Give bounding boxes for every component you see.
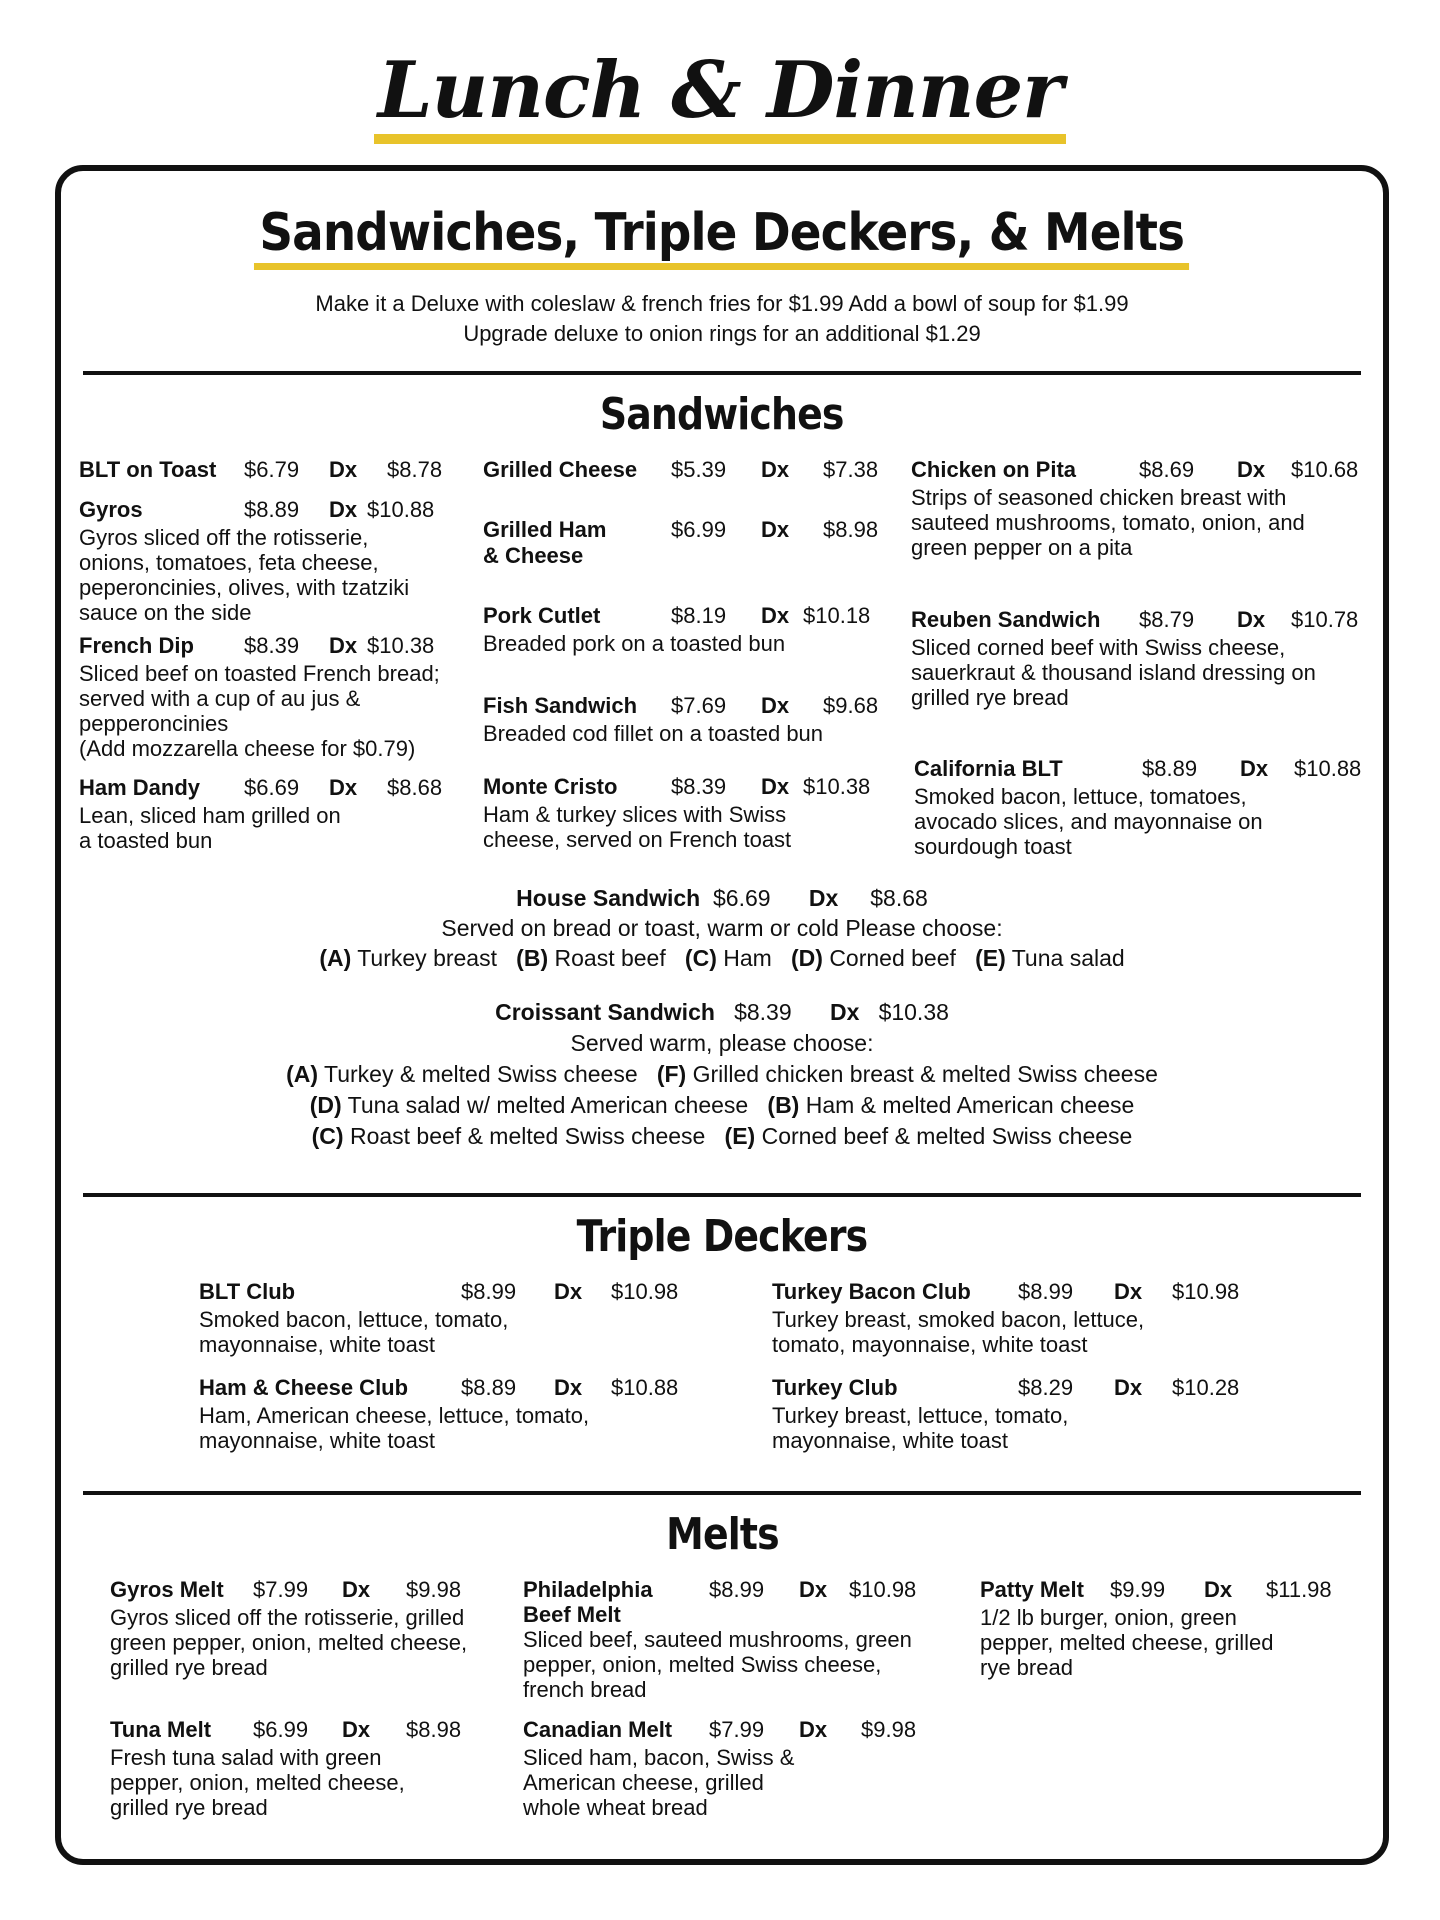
- item-description: Ham & turkey slices with Swiss cheese, served on French toast: [483, 802, 792, 852]
- menu-item: [483, 457, 879, 485]
- dx-label: Dx: [329, 775, 358, 800]
- item-name: Philadelphia: [523, 1577, 653, 1602]
- item-description: Breaded pork on a toasted bun: [483, 631, 786, 656]
- menu-item: [523, 1577, 943, 1702]
- menu-item: [911, 457, 1359, 560]
- triple-deckers-heading: Triple Deckers: [576, 1211, 868, 1262]
- item-dx-price: $9.98: [406, 1577, 462, 1602]
- item-price: $8.99: [461, 1279, 517, 1304]
- item-description: Smoked bacon, lettuce, tomato, mayonnaise, white toast: [199, 1307, 509, 1357]
- option-label: Tuna salad w/ melted American cheese: [347, 1092, 749, 1118]
- menu-item: [980, 1577, 1360, 1680]
- item-price: $8.89: [1142, 756, 1198, 781]
- divider: [83, 1193, 1361, 1197]
- item-description: Turkey breast, smoked bacon, lettuce, tomato, mayonnaise, white toast: [772, 1307, 1145, 1357]
- dx-label: Dx: [1114, 1375, 1143, 1400]
- menu-item: [483, 517, 879, 568]
- option-label: Tuna salad: [1011, 945, 1125, 971]
- item-description: 1/2 lb burger, onion, green pepper, melted cheese, grilled rye bread: [980, 1605, 1274, 1680]
- item-price: $8.39: [734, 999, 792, 1025]
- dx-label: Dx: [342, 1577, 371, 1602]
- menu-item: [772, 1279, 1292, 1357]
- item-name: Patty Melt: [980, 1577, 1084, 1602]
- dx-label: Dx: [329, 497, 358, 522]
- item-price: $8.39: [671, 774, 727, 799]
- option-label: Corned beef & melted Swiss cheese: [761, 1123, 1133, 1149]
- croissant-sandwich: [61, 997, 1383, 1152]
- option-key: (F): [656, 1061, 687, 1087]
- item-name: Grilled Cheese: [483, 457, 638, 482]
- item-dx-price: $10.88: [367, 497, 435, 522]
- item-description: Gyros sliced off the rotisserie, onions, tomatoes, feta cheese, peperoncinies, olives, with tzatziki sauce on the side: [79, 525, 410, 625]
- item-dx-price: $11.98: [1266, 1577, 1332, 1602]
- item-dx-price: $10.98: [611, 1279, 679, 1304]
- dx-label: Dx: [761, 693, 790, 718]
- dx-label: Dx: [1237, 457, 1266, 482]
- item-dx-price: $7.38: [823, 457, 879, 482]
- menu-item: [79, 633, 459, 761]
- item-description: Sliced beef on toasted French bread; served with a cup of au jus & pepperoncinies: [79, 661, 440, 736]
- item-dx-price: $8.78: [387, 457, 443, 482]
- menu-item: [110, 1577, 490, 1680]
- item-name: Croissant Sandwich: [495, 999, 715, 1025]
- menu-item: [79, 497, 449, 625]
- option-label: Corned beef: [829, 945, 956, 971]
- item-name: Turkey Bacon Club: [772, 1279, 971, 1304]
- item-dx-price: $9.68: [823, 693, 879, 718]
- item-price: $8.29: [1018, 1375, 1074, 1400]
- item-name: Ham & Cheese Club: [199, 1375, 409, 1400]
- item-description: Sliced corned beef with Swiss cheese, sauerkraut & thousand island dressing on grilled rye bread: [911, 635, 1316, 710]
- item-dx-price: $10.88: [611, 1375, 679, 1400]
- option-key: (D): [790, 945, 823, 971]
- option-key: (B): [516, 945, 549, 971]
- option-label: Ham: [723, 945, 772, 971]
- item-price: $5.39: [671, 457, 727, 482]
- menu-item: [911, 607, 1359, 710]
- item-dx-price: $10.98: [849, 1577, 917, 1602]
- dx-label: Dx: [342, 1717, 371, 1742]
- item-dx-price: $10.98: [1172, 1279, 1240, 1304]
- item-price: $7.69: [671, 693, 727, 718]
- item-dx-price: $8.98: [823, 517, 879, 542]
- item-dx-price: $8.98: [406, 1717, 462, 1742]
- dx-label: Dx: [329, 457, 358, 482]
- option-label: Turkey & melted Swiss cheese: [324, 1061, 638, 1087]
- item-dx-price: $10.88: [1294, 756, 1362, 781]
- item-name: California BLT: [914, 756, 1063, 781]
- sandwiches-heading-wrap: [61, 389, 1383, 440]
- item-name: Tuna Melt: [110, 1717, 212, 1742]
- item-dx-price: $10.68: [1291, 457, 1359, 482]
- option-label: Roast beef & melted Swiss cheese: [349, 1123, 706, 1149]
- item-description: Turkey breast, lettuce, tomato, mayonnaise, white toast: [772, 1403, 1069, 1453]
- option-key: (B): [767, 1092, 800, 1118]
- croissant-options-row: [61, 1090, 1383, 1121]
- dx-label: Dx: [1240, 756, 1269, 781]
- item-name: House Sandwich: [516, 885, 701, 911]
- menu-item: [772, 1375, 1292, 1453]
- divider: [83, 371, 1361, 375]
- menu-item: [483, 693, 883, 746]
- item-name: Pork Cutlet: [483, 603, 601, 628]
- option-key: (A): [319, 945, 352, 971]
- menu-item: [199, 1375, 699, 1453]
- divider: [83, 1491, 1361, 1495]
- item-price: $8.19: [671, 603, 727, 628]
- item-dx-price: $10.28: [1172, 1375, 1240, 1400]
- item-dx-price: $10.78: [1291, 607, 1359, 632]
- item-name: BLT Club: [199, 1279, 296, 1304]
- item-name: Monte Cristo: [483, 774, 618, 799]
- item-price: $6.99: [671, 517, 727, 542]
- dx-label: Dx: [554, 1279, 583, 1304]
- option-key: (E): [724, 1123, 756, 1149]
- item-name: Reuben Sandwich: [911, 607, 1101, 632]
- dx-label: Dx: [799, 1577, 828, 1602]
- item-dx-price: $10.38: [878, 999, 949, 1025]
- item-price: $6.69: [713, 885, 771, 911]
- menu-item: [914, 756, 1362, 859]
- dx-label: Dx: [554, 1375, 583, 1400]
- menu-item: [79, 775, 449, 853]
- option-label: Grilled chicken breast & melted Swiss cheese: [692, 1061, 1158, 1087]
- item-name: Gyros Melt: [110, 1577, 224, 1602]
- option-label: Turkey breast: [357, 945, 497, 971]
- option-key: (E): [975, 945, 1006, 971]
- dx-label: Dx: [829, 999, 860, 1025]
- item-dx-price: $9.98: [861, 1717, 917, 1742]
- dx-label: Dx: [329, 633, 358, 658]
- croissant-options-row: [61, 1059, 1383, 1090]
- item-description: Ham, American cheese, lettuce, tomato, mayonnaise, white toast: [199, 1403, 590, 1453]
- dx-label: Dx: [1114, 1279, 1143, 1304]
- option-key: (C): [684, 945, 717, 971]
- main-heading: Sandwiches, Triple Deckers, & Melts: [254, 203, 1190, 270]
- melts-heading-wrap: [61, 1509, 1383, 1560]
- item-dx-price: $10.18: [803, 603, 871, 628]
- item-price: $8.79: [1139, 607, 1195, 632]
- item-description: Strips of seasoned chicken breast with sauteed mushrooms, tomato, onion, and green pepper on a pita: [911, 485, 1305, 560]
- item-name: Grilled Ham: [483, 517, 607, 542]
- item-description: Lean, sliced ham grilled on a toasted bun: [79, 803, 341, 853]
- item-name: Canadian Melt: [523, 1717, 673, 1742]
- option-label: Ham & melted American cheese: [805, 1092, 1135, 1118]
- menu-item: [110, 1717, 490, 1820]
- item-price: $6.99: [253, 1717, 309, 1742]
- item-name: Fish Sandwich: [483, 693, 638, 718]
- item-price: $8.89: [244, 497, 300, 522]
- item-description: Served on bread or toast, warm or cold Please choose:: [441, 915, 1003, 941]
- item-price: $8.99: [709, 1577, 765, 1602]
- item-dx-price: $10.38: [367, 633, 435, 658]
- item-price: $7.99: [253, 1577, 309, 1602]
- dx-label: Dx: [808, 885, 839, 911]
- item-name: BLT on Toast: [79, 457, 217, 482]
- item-price: $8.89: [461, 1375, 517, 1400]
- item-description: Fresh tuna salad with green pepper, onion, melted cheese, grilled rye bread: [110, 1745, 405, 1820]
- dx-label: Dx: [799, 1717, 828, 1742]
- item-name-line2: Beef Melt: [523, 1602, 621, 1627]
- item-note: (Add mozzarella cheese for $0.79): [79, 736, 416, 761]
- item-dx-price: $8.68: [387, 775, 443, 800]
- dx-label: Dx: [761, 457, 790, 482]
- item-price: $8.69: [1139, 457, 1195, 482]
- item-dx-price: $10.38: [803, 774, 871, 799]
- dx-label: Dx: [761, 603, 790, 628]
- croissant-options-row: [61, 1121, 1383, 1152]
- deluxe-note: Make it a Deluxe with coleslaw & french fries for $1.99 Add a bowl of soup for $1.99: [315, 291, 1129, 316]
- dx-label: Dx: [1204, 1577, 1233, 1602]
- option-key: (D): [309, 1092, 342, 1118]
- item-description: Gyros sliced off the rotisserie, grilled green pepper, onion, melted cheese, grilled rye bread: [110, 1605, 468, 1680]
- house-sandwich: [61, 883, 1383, 973]
- menu-item: [523, 1717, 943, 1820]
- house-options: [61, 943, 1383, 973]
- item-dx-price: $8.68: [870, 885, 928, 911]
- option-key: (C): [311, 1123, 344, 1149]
- item-price: $8.99: [1018, 1279, 1074, 1304]
- menu-item: [199, 1279, 699, 1357]
- triple-deckers-heading-wrap: [61, 1211, 1383, 1262]
- item-name: French Dip: [79, 633, 194, 658]
- item-price: $9.99: [1110, 1577, 1166, 1602]
- item-name-line2: & Cheese: [483, 543, 584, 568]
- item-name: Gyros: [79, 497, 143, 522]
- menu-item: [79, 457, 449, 485]
- dx-label: Dx: [1237, 607, 1266, 632]
- item-name: Chicken on Pita: [911, 457, 1077, 482]
- main-heading-wrap: [61, 203, 1383, 270]
- item-description: Served warm, please choose:: [570, 1030, 874, 1056]
- item-description: Sliced beef, sauteed mushrooms, green pepper, onion, melted Swiss cheese, french bread: [523, 1627, 912, 1702]
- item-description: Breaded cod fillet on a toasted bun: [483, 721, 824, 746]
- option-label: Roast beef: [554, 945, 666, 971]
- menu-frame: [55, 165, 1389, 1865]
- item-name: Turkey Club: [772, 1375, 898, 1400]
- sandwiches-heading: Sandwiches: [600, 389, 844, 440]
- page-title: Lunch & Dinner: [374, 48, 1067, 144]
- item-price: $6.69: [244, 775, 300, 800]
- item-price: $6.79: [244, 457, 300, 482]
- menu-item: [483, 603, 883, 656]
- item-description: Smoked bacon, lettuce, tomatoes, avocado slices, and mayonnaise on sourdough toast: [914, 784, 1263, 859]
- item-price: $8.39: [244, 633, 300, 658]
- dx-label: Dx: [761, 517, 790, 542]
- menu-item: [483, 774, 883, 852]
- dx-label: Dx: [761, 774, 790, 799]
- item-name: Ham Dandy: [79, 775, 201, 800]
- item-price: $7.99: [709, 1717, 765, 1742]
- item-description: Sliced ham, bacon, Swiss & American cheese, grilled whole wheat bread: [523, 1745, 795, 1820]
- option-key: (A): [286, 1061, 319, 1087]
- upgrade-note: Upgrade deluxe to onion rings for an additional $1.29: [463, 321, 981, 346]
- melts-heading: Melts: [665, 1509, 779, 1560]
- page-title-wrap: [0, 45, 1440, 144]
